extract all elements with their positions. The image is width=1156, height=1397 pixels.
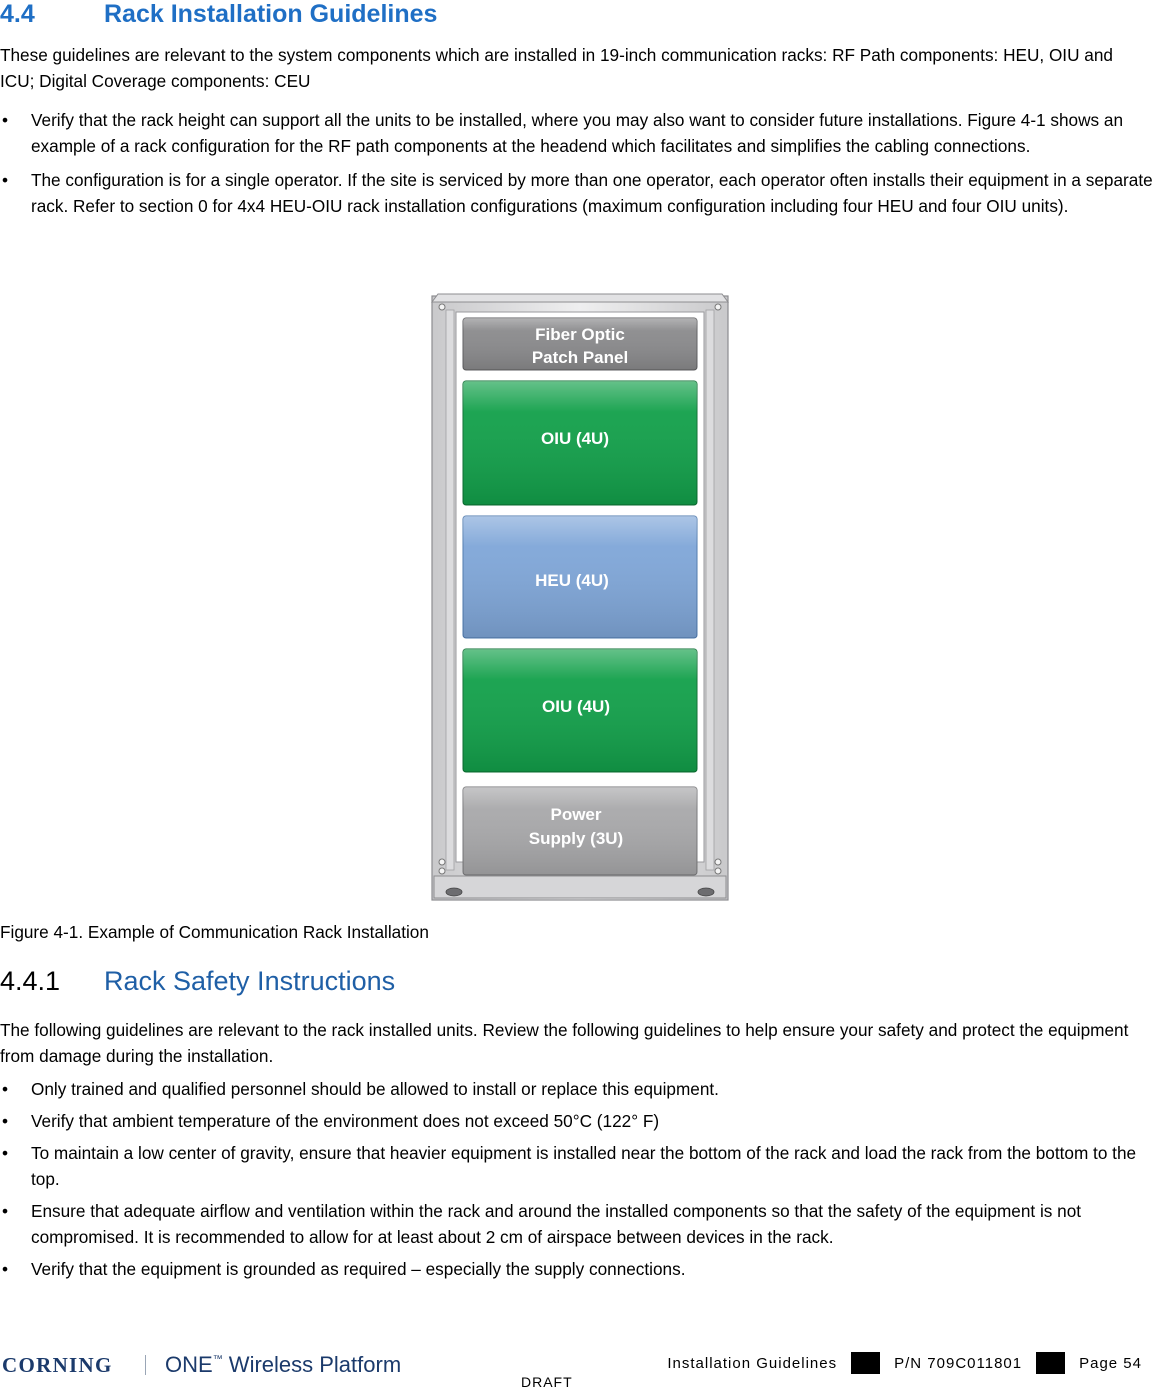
list-item [0,107,1156,159]
safety-bullet-list [0,1076,1156,1282]
bullet-icon: • [2,110,9,130]
doc-type: Installation Guidelines [667,1354,838,1372]
section-bullet-list [0,107,1156,219]
rack-diagram [430,292,730,908]
rack-unit-oiu-top [463,381,697,505]
footer-divider [851,1352,880,1374]
draft-status: DRAFT [521,1374,573,1390]
rack-foot [698,888,714,896]
unit-label: HEU (4U) [535,571,609,590]
bullet-icon: • [2,1143,9,1163]
product-suffix: Wireless Platform [222,1352,402,1377]
bullet-icon: • [2,1201,9,1221]
page-number: Page 54 [1079,1354,1142,1372]
page-footer [0,1340,1156,1390]
rack-unit-patch-panel [463,318,697,370]
product-main: ONE [165,1352,213,1377]
rack-unit-oiu-bottom [463,649,697,772]
list-item-text: Verify that ambient temperature of the environment does not exceed 50°C (122° F) [31,1111,660,1131]
bullet-icon: • [2,1259,9,1279]
rack-unit-heu [463,516,697,638]
unit-label: Fiber Optic [535,325,625,344]
rack-figure [430,292,730,908]
trademark-mark: ™ [212,1354,223,1365]
list-item [0,1256,1156,1282]
list-item-text: The configuration is for a single operator. If the site is serviced by more than one operator, each operator often installs their equipment in a separate rack. Refer to section 0 for 4x4 HEU-OIU rack installation configurations (maximum configuration including four HEU and four OIU units). [31,170,1153,216]
unit-label: Supply (3U) [528,829,624,848]
bullet-icon: • [2,1079,9,1099]
rack-base [434,876,726,898]
rack-left-rail [446,310,454,870]
list-item-text: Verify that the rack height can support all the units to be installed, where you may also want to consider future installations. Figure 4-1 shows an example of a rack configuration for the RF path components at the headend which facilitates and simplifies the cabling connections. [31,110,1124,156]
section-number: 4.4 [0,0,35,28]
rack-screw [439,859,445,865]
subsection-title: Rack Safety Instructions [104,966,396,996]
list-item [0,1108,1156,1134]
rack-foot [446,888,462,896]
unit-label: OIU (4U) [541,429,609,448]
rack-top-cap [432,294,728,302]
figure-caption: Figure 4-1. Example of Communication Rack Installation [0,922,429,942]
rack-screw [439,304,445,310]
logo-divider [145,1355,146,1375]
list-item-text: Only trained and qualified personnel should be allowed to install or replace this equipment. [31,1079,719,1099]
list-item [0,1198,1156,1250]
part-number: P/N 709C011801 [894,1354,1023,1372]
list-item [0,1140,1156,1192]
rack-screw [439,868,445,874]
subsection-intro: The following guidelines are relevant to the rack installed units. Review the following guidelines to help ensure your safety and protect the equipment from damage during the installation. [0,1020,1129,1066]
brand-name: CORNING [2,1353,113,1377]
subsection-number: 4.4.1 [0,966,61,996]
list-item [0,1076,1156,1102]
list-item-text: Ensure that adequate airflow and ventilation within the rack and around the installed components so that the safety of the equipment is not compromised. It is recommended to allow for at least about 2 cm of airspace between devices in the rack. [31,1201,1082,1247]
bullet-icon: • [2,1111,9,1131]
unit-label: Patch Panel [531,348,629,367]
product-name [165,1352,401,1378]
rack-screw [715,304,721,310]
rack-right-rail [706,310,714,870]
section-intro: These guidelines are relevant to the system components which are installed in 19-inch communication racks: RF Path components: HEU, OIU and ICU; Digital Coverage components: CEU [0,45,1113,91]
list-item [0,167,1156,219]
unit-label: Power [550,805,602,824]
list-item-text: To maintain a low center of gravity, ensure that heavier equipment is installed near the bottom of the rack and load the rack from the bottom to the top. [31,1143,1137,1189]
list-item-text: Verify that the equipment is grounded as required – especially the supply connections. [31,1259,686,1279]
footer-divider [1036,1352,1065,1374]
unit-label: OIU (4U) [542,697,610,716]
section-title: Rack Installation Guidelines [104,0,438,28]
footer-info [667,1352,1142,1374]
rack-unit-power-supply [463,787,697,875]
rack-screw [715,859,721,865]
bullet-icon: • [2,170,9,190]
rack-screw [715,868,721,874]
